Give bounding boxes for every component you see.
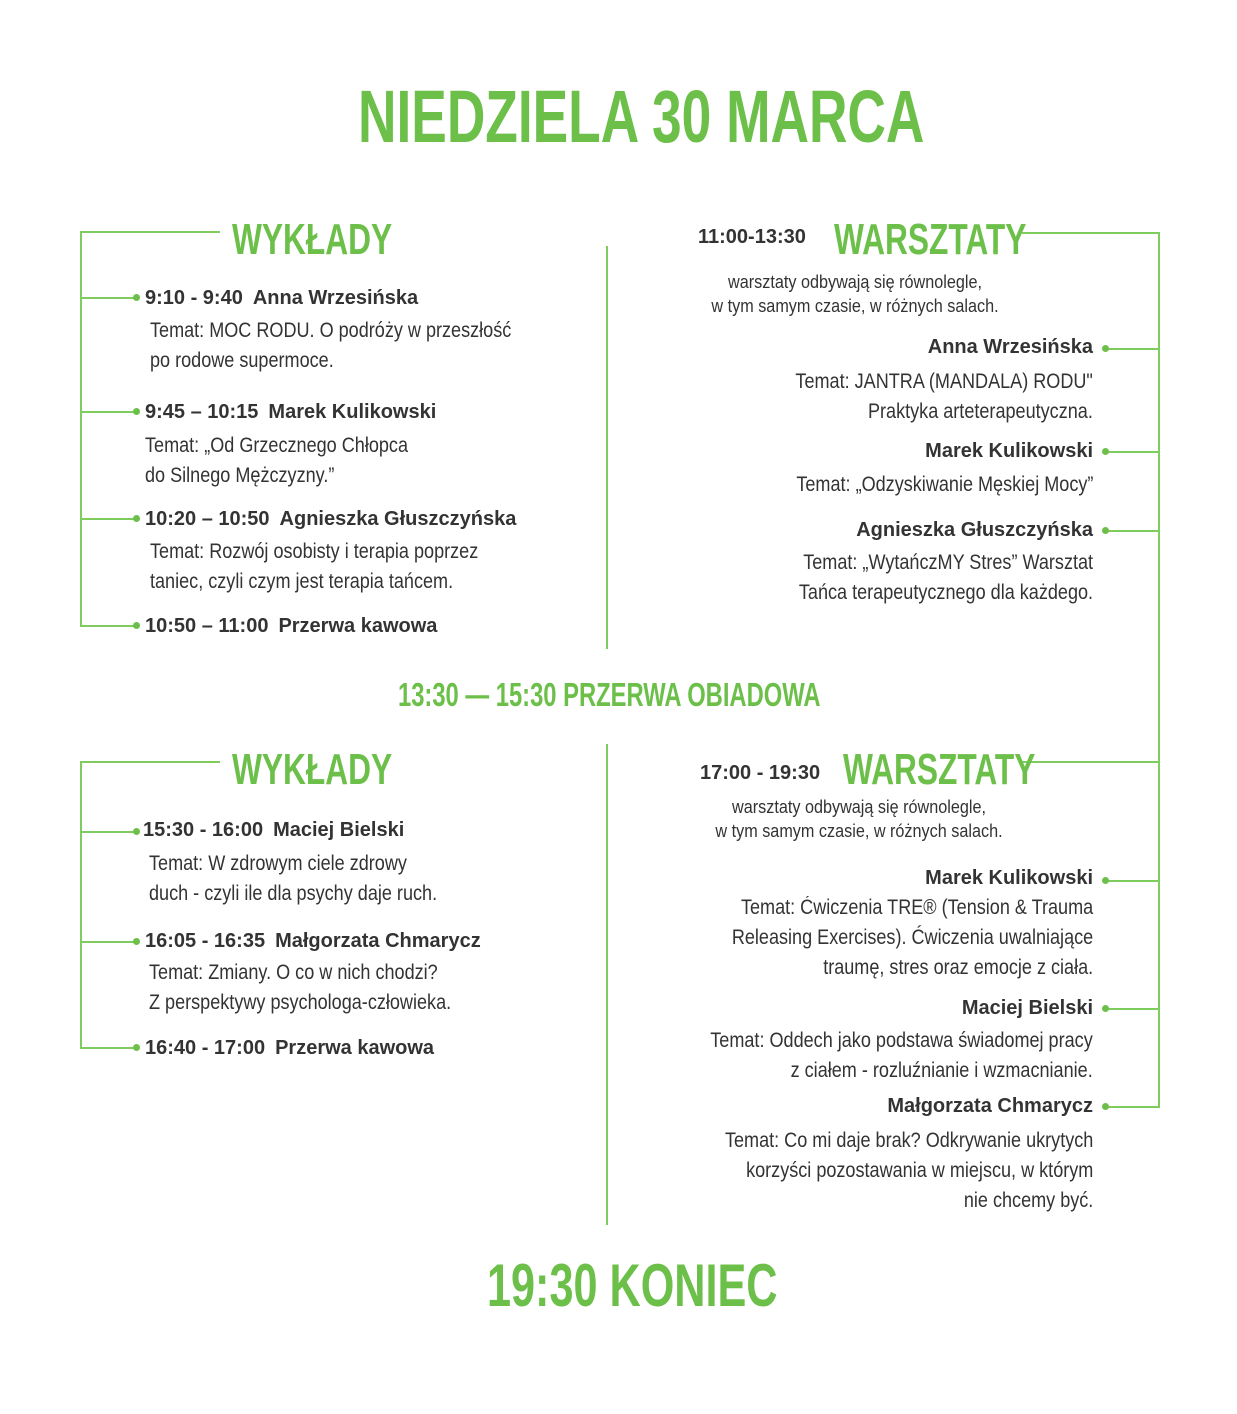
- bullet-dot: [133, 622, 140, 629]
- break-label: Przerwa kawowa: [275, 1037, 435, 1059]
- connector: [1106, 880, 1160, 882]
- bullet-dot: [133, 408, 140, 415]
- lecture-speaker: Anna Wrzesińska: [252, 287, 419, 309]
- bracket-line: [80, 761, 82, 1048]
- bullet-dot: [1102, 1005, 1109, 1012]
- lecture-item: [143, 819, 404, 842]
- bullet-dot: [133, 515, 140, 522]
- section-heading-lectures: WYKŁADY: [232, 215, 393, 264]
- center-divider: [606, 744, 608, 1225]
- bracket-line: [1158, 232, 1160, 762]
- bracket-line: [1158, 761, 1160, 1107]
- break-item: [145, 1037, 434, 1060]
- lecture-item: [145, 287, 418, 310]
- bracket-line: [1022, 232, 1160, 234]
- lecture-topic: Temat: W zdrowym ciele zdrowy duch - czyli ile dla psychy daje ruch.: [149, 852, 438, 905]
- bracket-line: [80, 231, 220, 233]
- workshop-speaker: Marek Kulikowski: [925, 440, 1093, 462]
- workshop-speaker: Maciej Bielski: [961, 997, 1093, 1019]
- workshop-speaker: Agnieszka Głuszczyńska: [856, 519, 1093, 541]
- workshop-time: 11:00-13:30: [698, 226, 806, 248]
- lecture-time: 9:10 - 9:40: [145, 287, 243, 309]
- bullet-dot: [133, 828, 140, 835]
- connector: [80, 297, 136, 299]
- workshop-speaker: Marek Kulikowski: [925, 867, 1093, 889]
- bracket-line: [1022, 761, 1160, 763]
- bullet-dot: [1102, 1103, 1109, 1110]
- lecture-topic: Temat: „Od Grzecznego Chłopca do Silnego Mężczyzny.”: [145, 434, 408, 487]
- workshop-note: warsztaty odbywają się równolegle, w tym samym czasie, w różnych salach.: [715, 797, 1003, 841]
- bullet-dot: [1102, 448, 1109, 455]
- bullet-dot: [133, 294, 140, 301]
- lecture-speaker: Małgorzata Chmarycz: [275, 930, 481, 952]
- lecture-topic: Temat: Zmiany. O co w nich chodzi? Z perspektywy psychologa-człowieka.: [149, 961, 452, 1014]
- workshop-topic: Temat: Ćwiczenia TRE® (Tension & Trauma Releasing Exercises). Ćwiczenia uwalniające traumę, stres oraz emocje z ciała.: [731, 896, 1093, 979]
- workshop-topic: Temat: JANTRA (MANDALA) RODU" Praktyka arteterapeutyczna.: [795, 370, 1093, 423]
- lecture-item: [145, 401, 436, 424]
- break-label: Przerwa kawowa: [278, 615, 438, 637]
- workshop-topic: Temat: Oddech jako podstawa świadomej pracy z ciałem - rozluźnianie i wzmacnianie.: [710, 1029, 1093, 1082]
- section-heading-lectures: WYKŁADY: [232, 745, 393, 794]
- break-item: [145, 615, 437, 638]
- connector: [1106, 1008, 1160, 1010]
- connector: [1106, 530, 1160, 532]
- lecture-speaker: Maciej Bielski: [273, 819, 405, 841]
- connector: [1106, 451, 1160, 453]
- bullet-dot: [1102, 527, 1109, 534]
- bracket-line: [80, 761, 220, 763]
- lecture-item: [145, 508, 516, 531]
- lecture-speaker: Marek Kulikowski: [268, 401, 437, 423]
- connector: [80, 941, 136, 943]
- bullet-dot: [133, 938, 140, 945]
- lecture-time: 9:45 – 10:15: [145, 401, 259, 423]
- workshop-topic: Temat: „Odzyskiwanie Męskiej Mocy”: [795, 473, 1093, 496]
- page-title: NIEDZIELA 30 MARCA: [358, 75, 925, 158]
- bullet-dot: [1102, 877, 1109, 884]
- connector: [80, 411, 136, 413]
- break-time: 16:40 - 17:00: [145, 1037, 266, 1059]
- lecture-topic: Temat: MOC RODU. O podróży w przeszłość po rodowe supermoce.: [150, 319, 512, 372]
- lunch-break-heading: 13:30 — 15:30 PRZERWA OBIADOWA: [398, 676, 821, 713]
- bracket-line: [80, 231, 82, 627]
- connector: [80, 831, 136, 833]
- workshop-time: 17:00 - 19:30: [700, 762, 821, 784]
- lecture-time: 15:30 - 16:00: [143, 819, 264, 841]
- workshop-speaker: Anna Wrzesińska: [927, 336, 1093, 358]
- workshop-topic: Temat: „WytańczMY Stres” Warsztat Tańca terapeutycznego dla każdego.: [798, 551, 1093, 604]
- lecture-time: 10:20 – 10:50: [145, 508, 270, 530]
- workshop-note: warsztaty odbywają się równolegle, w tym samym czasie, w różnych salach.: [711, 272, 999, 316]
- connector: [1106, 348, 1160, 350]
- lecture-topic: Temat: Rozwój osobisty i terapia poprzez taniec, czyli czym jest terapia tańcem.: [150, 540, 479, 593]
- connector: [80, 625, 136, 627]
- connector: [1106, 1106, 1160, 1108]
- bullet-dot: [1102, 345, 1109, 352]
- end-heading: 19:30 KONIEC: [487, 1252, 778, 1319]
- lecture-speaker: Agnieszka Głuszczyńska: [279, 508, 517, 530]
- break-time: 10:50 – 11:00: [145, 615, 269, 637]
- connector: [80, 518, 136, 520]
- lecture-time: 16:05 - 16:35: [145, 930, 266, 952]
- bullet-dot: [133, 1044, 140, 1051]
- section-heading-workshops: WARSZTATY: [843, 745, 1036, 794]
- lecture-item: [145, 930, 481, 953]
- connector: [80, 1047, 136, 1049]
- center-divider: [606, 246, 608, 649]
- section-heading-workshops: WARSZTATY: [834, 215, 1027, 264]
- workshop-speaker: Małgorzata Chmarycz: [887, 1095, 1093, 1117]
- workshop-topic: Temat: Co mi daje brak? Odkrywanie ukrytych korzyści pozostawania w miejscu, w którym nie chcemy być.: [724, 1129, 1093, 1212]
